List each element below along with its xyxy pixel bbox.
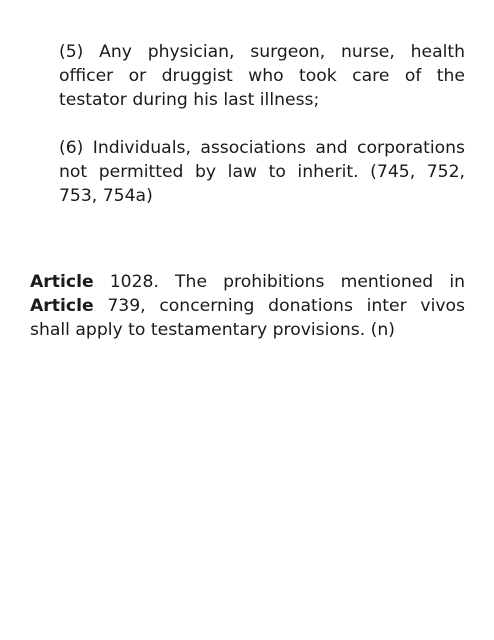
article-text-continued: 739, concerning donations inter vivos shall apply to testamentary provisions. (n) — [30, 296, 465, 340]
list-item-6 — [59, 136, 465, 208]
article-label: Article — [30, 272, 94, 292]
item-number: (5) — [59, 42, 84, 62]
article-1028 — [30, 270, 465, 342]
article-text: 1028. The prohibitions mentioned in — [93, 272, 465, 292]
item-number: (6) — [59, 138, 84, 158]
list-item-5 — [59, 40, 465, 112]
article-reference-label: Article — [30, 296, 94, 316]
item-text: Any physician, surgeon, nurse, health officer or druggist who took care of the testator during his last illness; — [59, 42, 466, 110]
item-text: Individuals, associations and corporations not permitted by law to inherit. (745, 752, 753, 754a) — [59, 138, 465, 206]
